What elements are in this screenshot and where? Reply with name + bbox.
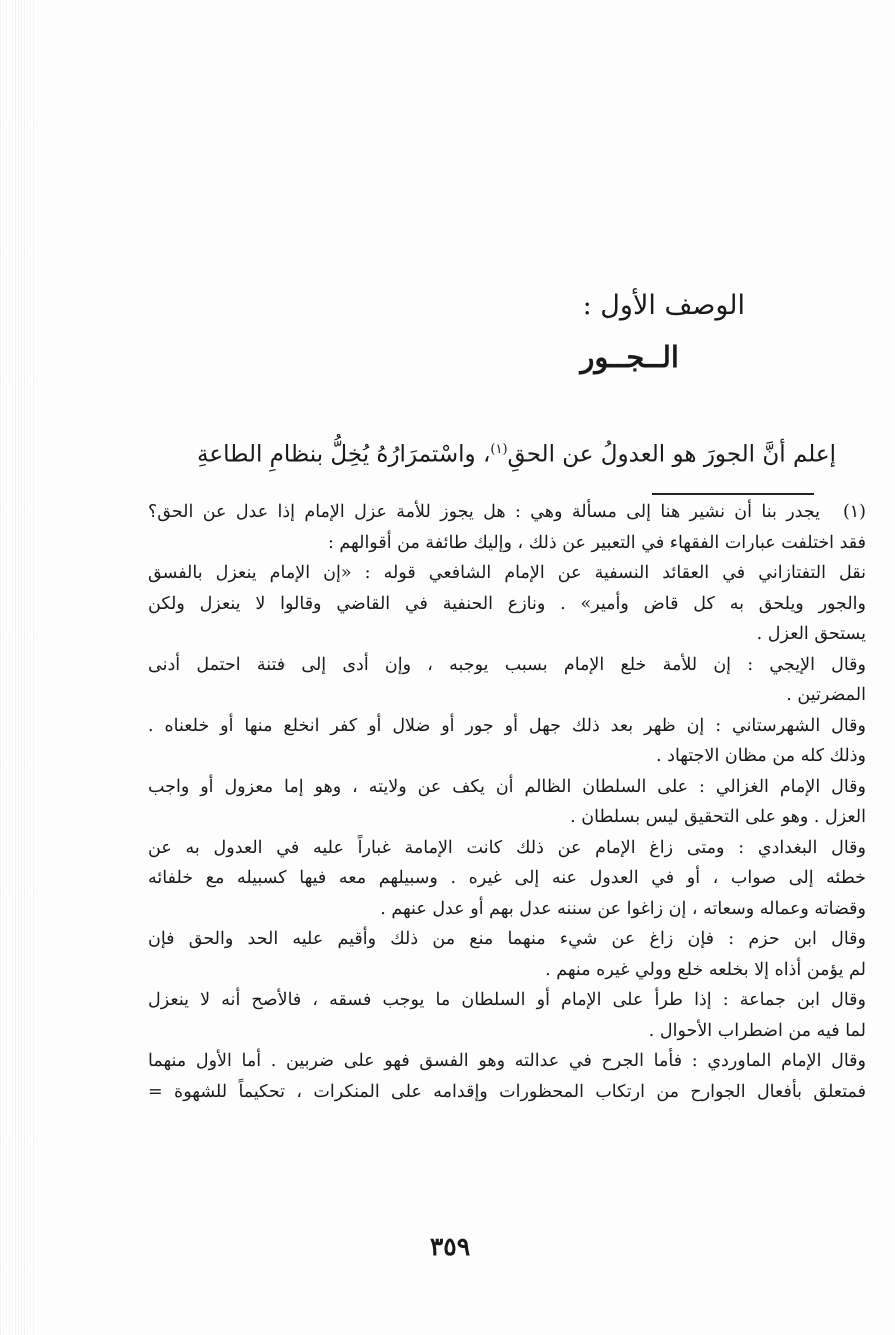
footnote-line-text: يجدر بنا أن نشير هنا إلى مسألة وهي : هل يجوز للأمة عزل الإمام إذا عدل عن الحق؟ <box>148 502 820 522</box>
footnote-line: نقل التفتازاني في العقائد النسفية عن الإمام الشافعي قوله : «إن الإمام ينعزل بالفسق <box>148 563 866 583</box>
section-label: الوصف الأول : <box>582 290 745 321</box>
footnote-line: وقال الإمام الغزالي : على السلطان الظالم أن يكف عن ولايته ، وهو إما معزول أو واجب <box>148 776 866 797</box>
section-title: الــجــور <box>580 340 679 374</box>
main-text-start: إعلم أنَّ الجورَ هو العدولُ عن الحقِ <box>507 441 836 468</box>
footnote-line: لم يؤمن أذاه إلا بخلعه خلع وولي غيره منهم . <box>545 959 866 980</box>
footnote-line: المضرتين . <box>786 685 866 705</box>
footnote-line: وقال الإمام الماوردي : فأما الجرح في عدالته وهو الفسق فهو على ضربين . أما الأول منهما <box>148 1051 866 1071</box>
footnote-line: خطئه إلى صواب ، أو في العدول عنه إلى غيره . وسبيلهم معه فيها كسبيله مع خلفائه <box>148 868 866 888</box>
footnote <box>148 497 866 1107</box>
footnote-line: وقال ابن حزم : فإن زاغ عن شيء منهما منع من ذلك وأقيم عليه الحد والحق فإن <box>148 929 866 949</box>
footnote-marker: (١) <box>842 502 866 522</box>
footnote-separator <box>652 493 814 495</box>
footnote-line: لما فيه من اضطراب الأحوال . <box>648 1020 866 1041</box>
footnote-line: العزل . وهو على التحقيق ليس بسلطان . <box>570 807 866 827</box>
footnote-line: فمتعلق بأفعال الجوارح من ارتكاب المحظورات وإقدامه على المنكرات ، تحكيماً للشهوة = <box>148 1081 866 1102</box>
footnote-line: وقال ابن جماعة : إذا طرأ على الإمام أو السلطان ما يوجب فسقه ، فالأصح أنه لا ينعزل <box>148 990 866 1010</box>
footnote-line: يستحق العزل . <box>756 624 866 644</box>
footnote-line: وقال الشهرستاني : إن ظهر بعد ذلك جهل أو جور أو ضلال أو كفر انخلع منها أو خلعناه . <box>148 715 866 736</box>
page-number: ٣٥٩ <box>429 1232 471 1261</box>
footnote-line: وذلك كله من مظان الاجتهاد . <box>656 746 866 766</box>
main-text-end: ، واسْتمرَارُهُ يُخِلُّ بنظامِ الطاعةِ <box>197 441 491 468</box>
footnote-reference[interactable]: (١) <box>490 442 508 457</box>
footnote-line: والجور ويلحق به كل قاض وأمير» . ونازع الحنفية في القاضي وقالوا لا ينعزل ولكن <box>148 593 866 614</box>
footnote-line: فقد اختلفت عبارات الفقهاء في التعبير عن ذلك ، وإليك طائفة من أقوالهم : <box>327 532 866 553</box>
footnote-line <box>148 497 866 528</box>
footnote-line: وقضاته وعماله وسعاته ، إن زاغوا عن سننه عدل بهم أو عدل عنهم . <box>380 898 866 919</box>
main-paragraph <box>150 430 836 475</box>
scan-edge-texture <box>0 0 36 1335</box>
footnote-line: وقال الإيجي : إن للأمة خلع الإمام بسبب يوجبه ، وإن أدى إلى فتنة احتمل أدنى <box>148 654 866 675</box>
footnote-line: وقال البغدادي : ومتى زاغ الإمام عن ذلك كانت الإمامة غباراً عليه في العدول به عن <box>148 837 866 858</box>
